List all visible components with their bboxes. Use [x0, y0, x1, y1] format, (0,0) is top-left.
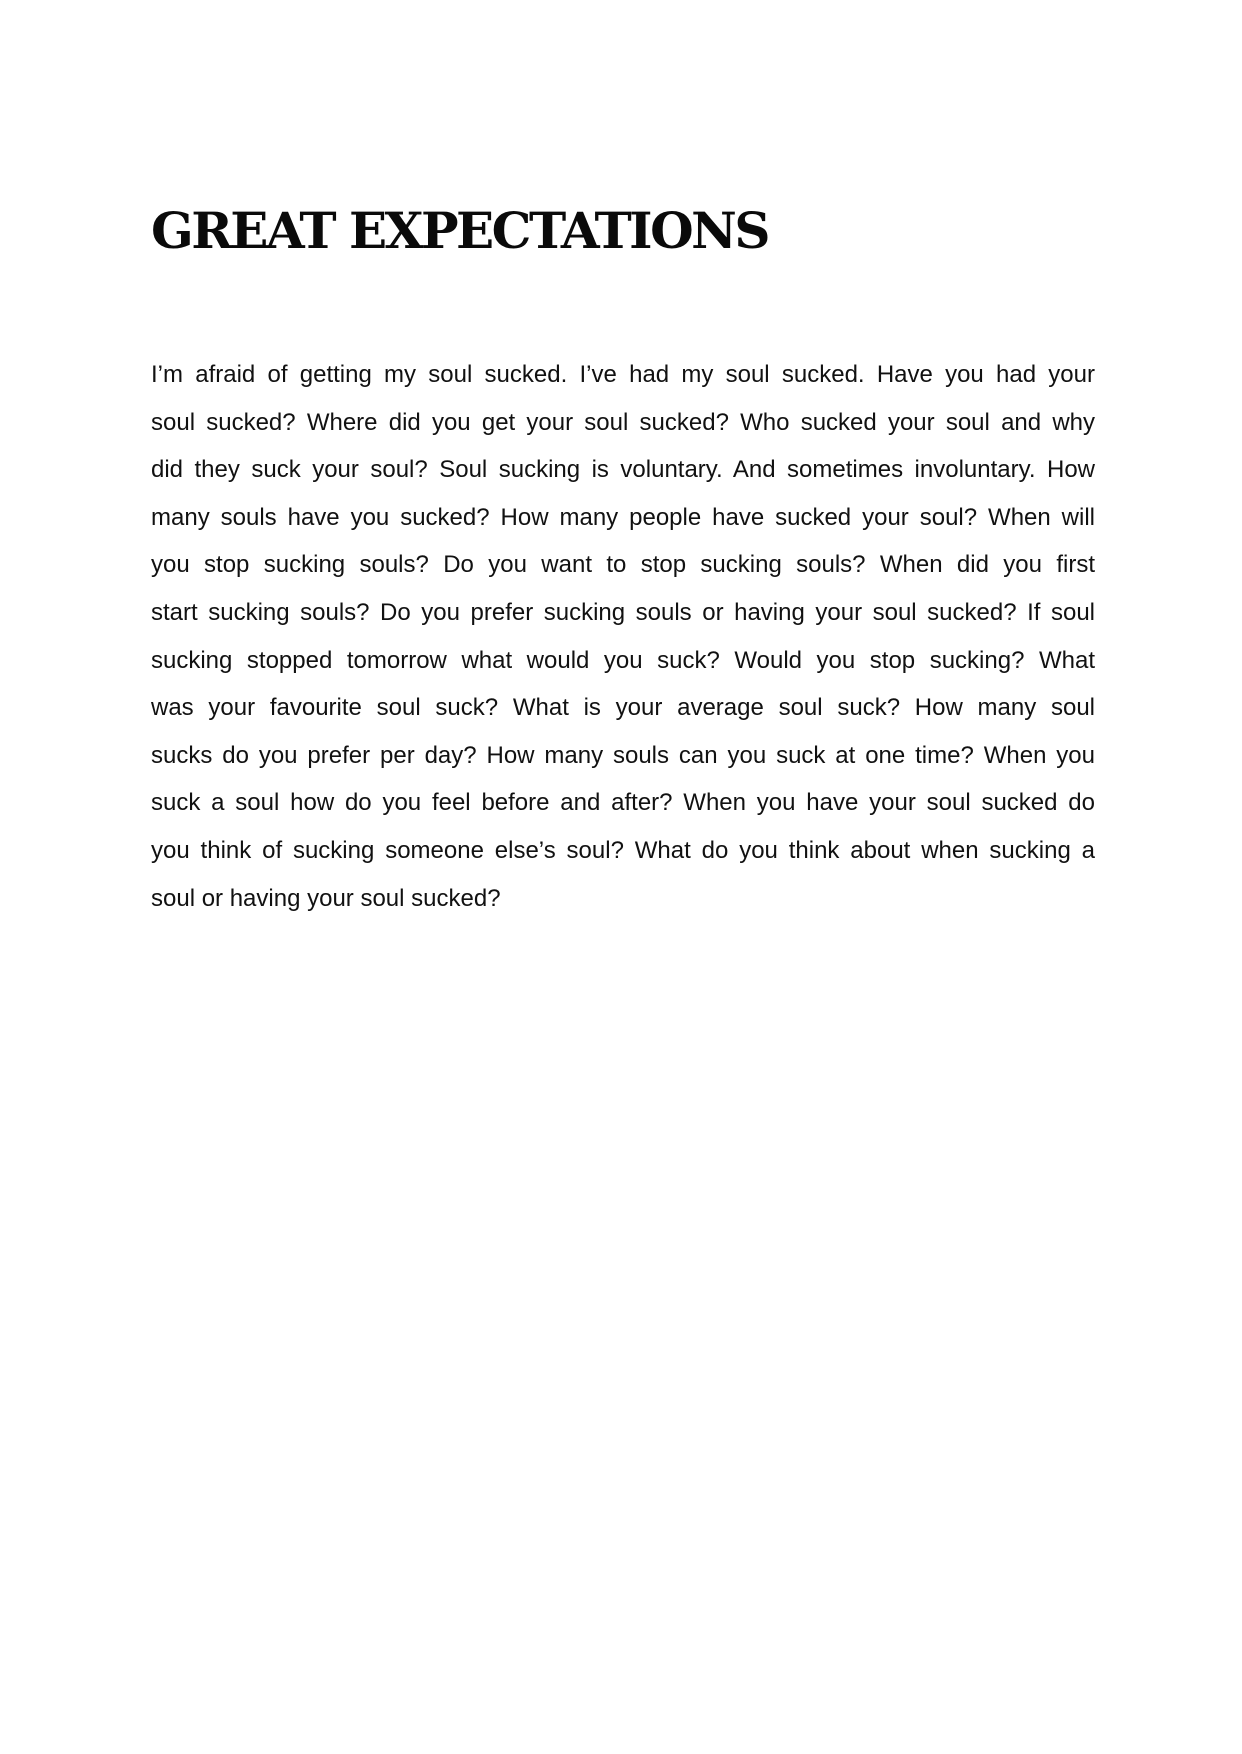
paragraph-line: was your favourite soul suck? What is your average soul suck? How many soul: [151, 694, 1095, 722]
paragraph-line: soul sucked? Where did you get your soul sucked? Who sucked your soul and why: [151, 408, 1095, 436]
paragraph-line: sucking stopped tomorrow what would you suck? Would you stop sucking? What: [151, 646, 1095, 674]
paragraph-line: soul or having your soul sucked?: [151, 884, 501, 912]
paragraph-line: you stop sucking souls? Do you want to stop sucking souls? When did you first: [151, 551, 1095, 579]
paragraph-line: start sucking souls? Do you prefer sucking souls or having your soul sucked? If soul: [151, 598, 1095, 626]
paragraph-line: suck a soul how do you feel before and after? When you have your soul sucked do: [151, 789, 1095, 817]
paragraph-line: you think of sucking someone else’s soul? What do you think about when sucking a: [151, 836, 1095, 864]
paragraph-line: I’m afraid of getting my soul sucked. I’ve had my soul sucked. Have you had your: [151, 361, 1095, 388]
page-title: GREAT EXPECTATIONS: [151, 201, 768, 260]
paragraph-line: many souls have you sucked? How many people have sucked your soul? When will: [151, 503, 1095, 531]
paragraph-line: did they suck your soul? Soul sucking is voluntary. And sometimes involuntary. How: [151, 456, 1095, 484]
paragraph-line: sucks do you prefer per day? How many souls can you suck at one time? When you: [151, 741, 1095, 769]
body-paragraph: [151, 351, 1095, 922]
